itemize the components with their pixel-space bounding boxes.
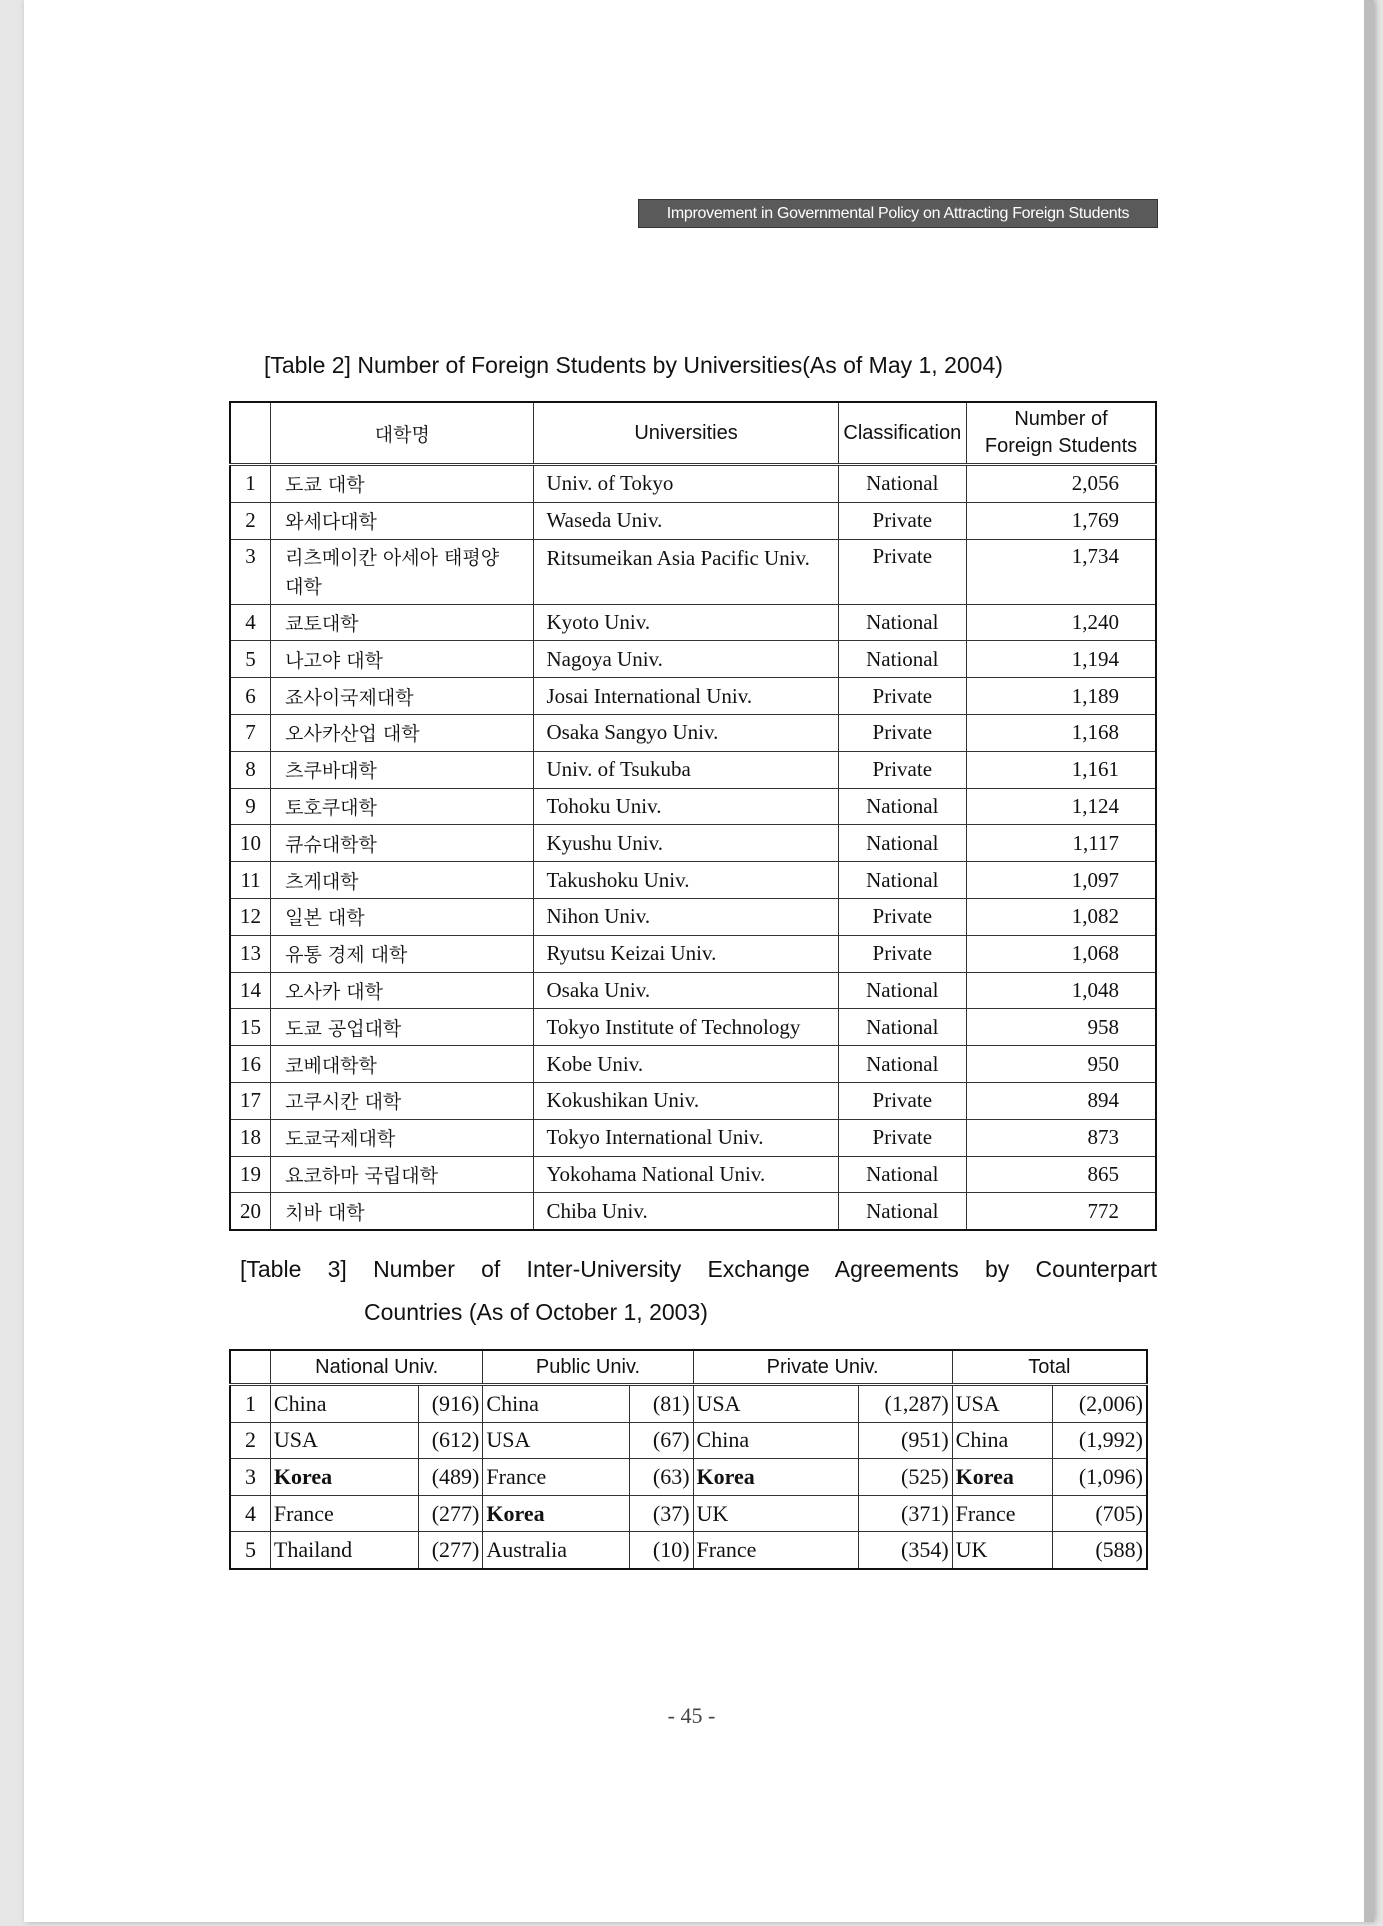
korean-name-cell: 오사카산업 대학 (271, 714, 534, 751)
student-count-cell: 2,056 (967, 465, 1156, 503)
country-cell: Korea (693, 1459, 858, 1496)
rank-cell: 2 (230, 502, 271, 539)
rank-cell: 8 (230, 751, 271, 788)
classification-cell: National (838, 1046, 967, 1083)
student-count-cell: 894 (967, 1082, 1156, 1119)
table-row (230, 539, 1156, 604)
rank-cell: 9 (230, 788, 271, 825)
student-count-cell: 1,734 (967, 539, 1156, 604)
country-cell: UK (693, 1495, 858, 1532)
table-header-row (230, 402, 1156, 465)
university-name-cell: Kyushu Univ. (534, 825, 838, 862)
rank-cell: 1 (230, 465, 271, 503)
table-row (230, 1156, 1156, 1193)
table-row (230, 1046, 1156, 1083)
university-name-cell: Nihon Univ. (534, 898, 838, 935)
rank-cell: 4 (230, 604, 271, 641)
table-row (230, 862, 1156, 899)
rank-cell: 1 (230, 1385, 270, 1423)
rank-cell: 12 (230, 898, 271, 935)
classification-cell: National (838, 825, 967, 862)
korean-name-cell: 일본 대학 (271, 898, 534, 935)
student-count-cell: 1,082 (967, 898, 1156, 935)
korean-name-cell: 츠게대학 (271, 862, 534, 899)
korean-name-cell: 나고야 대학 (271, 641, 534, 678)
university-name-cell: Ryutsu Keizai Univ. (534, 935, 838, 972)
classification-cell: Private (838, 502, 967, 539)
korean-name-cell: 토호쿠대학 (271, 788, 534, 825)
rank-cell: 3 (230, 1459, 270, 1496)
agreement-count-cell: (489) (418, 1459, 483, 1496)
table-header-row (230, 1350, 1147, 1385)
table-row (230, 604, 1156, 641)
student-count-cell: 1,194 (967, 641, 1156, 678)
classification-cell: National (838, 1009, 967, 1046)
korean-name-cell: 코베대학학 (271, 1046, 534, 1083)
universities-header: Universities (534, 402, 838, 465)
country-cell: Korea (270, 1459, 418, 1496)
table-row (230, 1459, 1147, 1496)
korean-name-header: 대학명 (271, 402, 534, 465)
public-univ-header: Public Univ. (483, 1350, 693, 1385)
student-count-cell: 1,097 (967, 862, 1156, 899)
table-row (230, 1009, 1156, 1046)
student-count-cell: 1,124 (967, 788, 1156, 825)
korean-name-cell: 오사카 대학 (271, 972, 534, 1009)
rank-cell: 2 (230, 1422, 270, 1459)
table-row (230, 788, 1156, 825)
university-name-cell: Univ. of Tsukuba (534, 751, 838, 788)
korean-name-cell: 요코하마 국립대학 (271, 1156, 534, 1193)
university-name-cell: Ritsumeikan Asia Pacific Univ. (534, 539, 838, 604)
table-row (230, 465, 1156, 503)
table-row (230, 935, 1156, 972)
number-header (967, 402, 1156, 465)
classification-cell: Private (838, 678, 967, 715)
rank-cell: 19 (230, 1156, 271, 1193)
rank-cell: 16 (230, 1046, 271, 1083)
country-cell: China (483, 1385, 629, 1423)
student-count-cell: 950 (967, 1046, 1156, 1083)
agreement-count-cell: (2,006) (1053, 1385, 1147, 1423)
running-header: Improvement in Governmental Policy on Attracting Foreign Students (638, 199, 1158, 228)
korean-name-cell: 와세다대학 (271, 502, 534, 539)
student-count-cell: 865 (967, 1156, 1156, 1193)
foreign-students-table (229, 401, 1157, 1231)
classification-cell: National (838, 1156, 967, 1193)
total-header: Total (952, 1350, 1147, 1385)
student-count-cell: 772 (967, 1193, 1156, 1230)
university-name-cell: Nagoya Univ. (534, 641, 838, 678)
rank-cell: 15 (230, 1009, 271, 1046)
classification-cell: Private (838, 935, 967, 972)
korean-name-cell: 쿄토대학 (271, 604, 534, 641)
table-row (230, 641, 1156, 678)
agreement-count-cell: (916) (418, 1385, 483, 1423)
korean-name-cell: 츠쿠바대학 (271, 751, 534, 788)
agreement-count-cell: (612) (418, 1422, 483, 1459)
table3-caption-line2: Countries (As of October 1, 2003) (364, 1299, 708, 1325)
university-name-cell: Tokyo International Univ. (534, 1119, 838, 1156)
classification-cell: National (838, 641, 967, 678)
korean-name-cell: 도쿄 공업대학 (271, 1009, 534, 1046)
rank-cell: 20 (230, 1193, 271, 1230)
country-cell: Korea (483, 1495, 629, 1532)
rank-cell: 5 (230, 1532, 270, 1569)
university-name-cell: Kyoto Univ. (534, 604, 838, 641)
korean-name-cell: 죠사이국제대학 (271, 678, 534, 715)
korean-name-cell: 큐슈대학학 (271, 825, 534, 862)
table-row (230, 1193, 1156, 1230)
table-row (230, 678, 1156, 715)
classification-cell: National (838, 862, 967, 899)
korean-name-cell: 도쿄국제대학 (271, 1119, 534, 1156)
agreement-count-cell: (705) (1053, 1495, 1147, 1532)
country-cell: USA (483, 1422, 629, 1459)
student-count-cell: 1,240 (967, 604, 1156, 641)
country-cell: China (270, 1385, 418, 1423)
student-count-cell: 873 (967, 1119, 1156, 1156)
table-row (230, 1385, 1147, 1423)
table2-caption: [Table 2] Number of Foreign Students by Universities(As of May 1, 2004) (264, 352, 1003, 378)
rank-header (230, 1350, 270, 1385)
classification-cell: National (838, 788, 967, 825)
agreement-count-cell: (67) (629, 1422, 693, 1459)
student-count-cell: 1,189 (967, 678, 1156, 715)
rank-cell: 6 (230, 678, 271, 715)
university-name-cell: Kobe Univ. (534, 1046, 838, 1083)
country-cell: China (952, 1422, 1052, 1459)
country-cell: Korea (952, 1459, 1052, 1496)
classification-cell: National (838, 465, 967, 503)
classification-cell: Private (838, 1119, 967, 1156)
number-header-line1: Number of (1014, 408, 1108, 430)
table3-caption-line1: [Table 3] Number of Inter-University Exchange Agreements by Counterpart (240, 1256, 1157, 1282)
classification-cell: Private (838, 1082, 967, 1119)
table-row (230, 1119, 1156, 1156)
number-header-line2: Foreign Students (984, 435, 1138, 457)
private-univ-header: Private Univ. (693, 1350, 952, 1385)
rank-cell: 14 (230, 972, 271, 1009)
university-name-cell: Chiba Univ. (534, 1193, 838, 1230)
classification-cell: National (838, 1193, 967, 1230)
table-row (230, 972, 1156, 1009)
country-cell: France (483, 1459, 629, 1496)
student-count-cell: 1,068 (967, 935, 1156, 972)
korean-name-cell: 유통 경제 대학 (271, 935, 534, 972)
classification-cell: National (838, 604, 967, 641)
agreement-count-cell: (10) (629, 1532, 693, 1569)
country-cell: Australia (483, 1532, 629, 1569)
university-name-cell: Josai International Univ. (534, 678, 838, 715)
rank-cell: 5 (230, 641, 271, 678)
university-name-cell: Osaka Sangyo Univ. (534, 714, 838, 751)
korean-name-cell: 리츠메이칸 아세아 태평양 대학 (271, 539, 534, 604)
classification-cell: Private (838, 714, 967, 751)
student-count-cell: 1,769 (967, 502, 1156, 539)
agreement-count-cell: (277) (418, 1495, 483, 1532)
table-row (230, 898, 1156, 935)
university-name-cell: Kokushikan Univ. (534, 1082, 838, 1119)
rank-header (230, 402, 271, 465)
agreement-count-cell: (354) (858, 1532, 952, 1569)
student-count-cell: 958 (967, 1009, 1156, 1046)
rank-cell: 3 (230, 539, 271, 604)
student-count-cell: 1,117 (967, 825, 1156, 862)
country-cell: Thailand (270, 1532, 418, 1569)
university-name-cell: Univ. of Tokyo (534, 465, 838, 503)
agreement-count-cell: (63) (629, 1459, 693, 1496)
university-name-cell: Tohoku Univ. (534, 788, 838, 825)
agreement-count-cell: (277) (418, 1532, 483, 1569)
rank-cell: 11 (230, 862, 271, 899)
agreement-count-cell: (371) (858, 1495, 952, 1532)
country-cell: France (693, 1532, 858, 1569)
rank-cell: 13 (230, 935, 271, 972)
classification-cell: Private (838, 751, 967, 788)
university-name-cell: Osaka Univ. (534, 972, 838, 1009)
student-count-cell: 1,048 (967, 972, 1156, 1009)
table-row (230, 502, 1156, 539)
country-cell: USA (270, 1422, 418, 1459)
university-name-cell: Takushoku Univ. (534, 862, 838, 899)
rank-cell: 18 (230, 1119, 271, 1156)
agreement-count-cell: (525) (858, 1459, 952, 1496)
agreement-count-cell: (1,992) (1053, 1422, 1147, 1459)
table-row (230, 1532, 1147, 1569)
agreement-count-cell: (37) (629, 1495, 693, 1532)
agreement-count-cell: (588) (1053, 1532, 1147, 1569)
table-row (230, 825, 1156, 862)
national-univ-header: National Univ. (270, 1350, 482, 1385)
rank-cell: 10 (230, 825, 271, 862)
student-count-cell: 1,161 (967, 751, 1156, 788)
table-row (230, 1495, 1147, 1532)
university-name-cell: Waseda Univ. (534, 502, 838, 539)
table-row (230, 751, 1156, 788)
country-cell: USA (693, 1385, 858, 1423)
page-number: - 45 - (667, 1703, 716, 1728)
korean-name-cell: 도쿄 대학 (271, 465, 534, 503)
rank-cell: 7 (230, 714, 271, 751)
country-cell: France (270, 1495, 418, 1532)
classification-cell: National (838, 972, 967, 1009)
country-cell: UK (952, 1532, 1052, 1569)
korean-name-cell: 고쿠시칸 대학 (271, 1082, 534, 1119)
korean-name-cell: 치바 대학 (271, 1193, 534, 1230)
rank-cell: 17 (230, 1082, 271, 1119)
classification-header: Classification (838, 402, 967, 465)
table-row (230, 1082, 1156, 1119)
table-row (230, 1422, 1147, 1459)
agreement-count-cell: (81) (629, 1385, 693, 1423)
classification-cell: Private (838, 539, 967, 604)
exchange-agreements-table (229, 1349, 1148, 1570)
agreement-count-cell: (1,287) (858, 1385, 952, 1423)
classification-cell: Private (838, 898, 967, 935)
student-count-cell: 1,168 (967, 714, 1156, 751)
country-cell: France (952, 1495, 1052, 1532)
agreement-count-cell: (951) (858, 1422, 952, 1459)
agreement-count-cell: (1,096) (1053, 1459, 1147, 1496)
rank-cell: 4 (230, 1495, 270, 1532)
country-cell: USA (952, 1385, 1052, 1423)
university-name-cell: Yokohama National Univ. (534, 1156, 838, 1193)
country-cell: China (693, 1422, 858, 1459)
table-row (230, 714, 1156, 751)
university-name-cell: Tokyo Institute of Technology (534, 1009, 838, 1046)
